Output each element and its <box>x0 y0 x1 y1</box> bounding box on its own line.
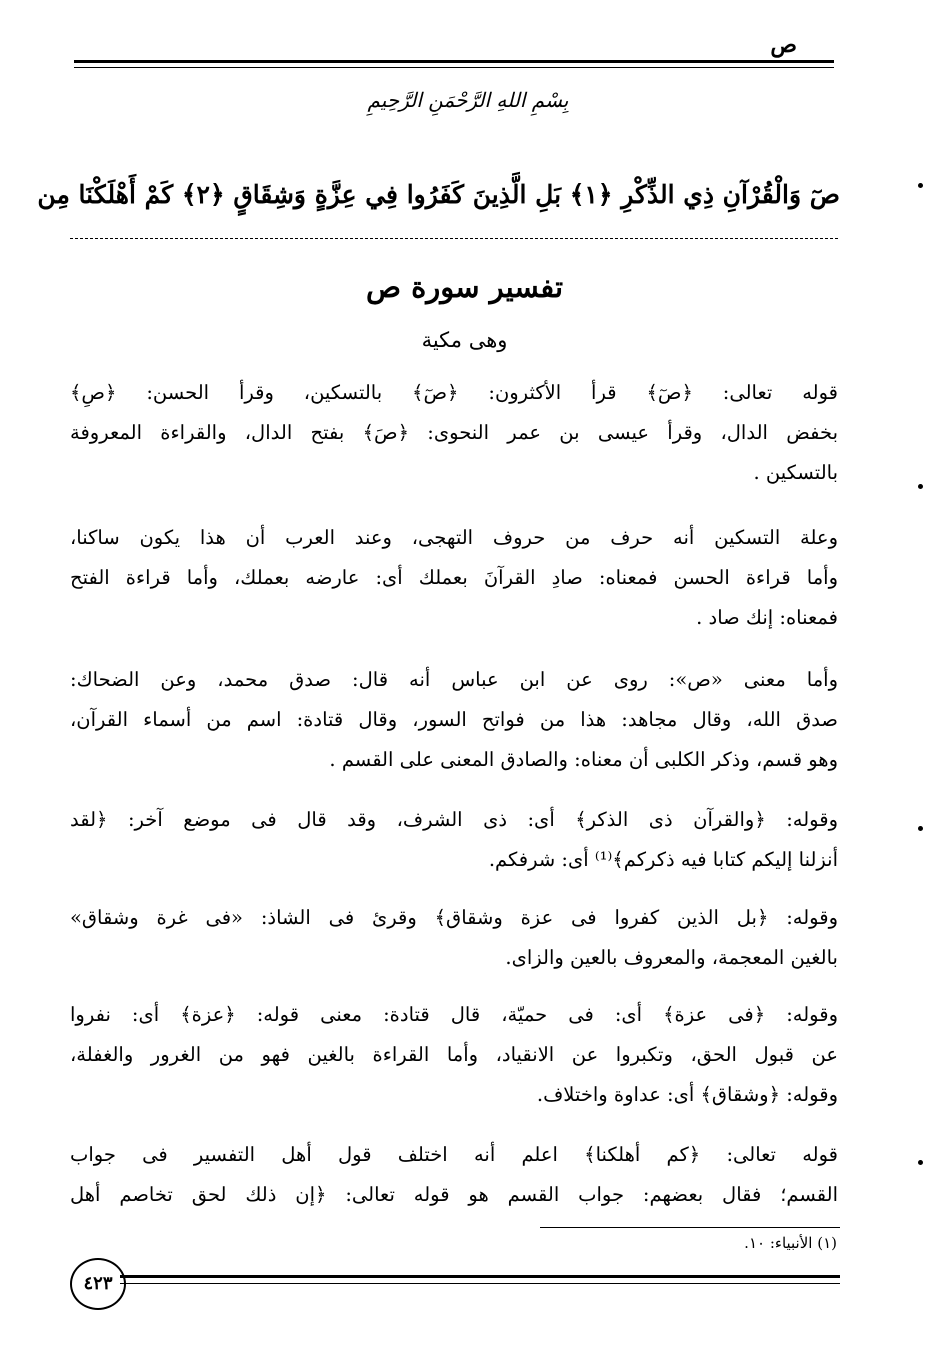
basmala: بِسْمِ اللهِ الرَّحْمَنِ الرَّحِيمِ <box>367 88 569 112</box>
text-line: فمعناه: إنك صاد . <box>696 606 838 629</box>
text-line: بخفض الدال، وقرأ عيسى بن عمر النحوى: ﴿صَ﴾ بفتح الدال، والقراءة المعروفة <box>70 421 838 444</box>
text-line: وأما معنى «ص»: روى عن ابن عباس أنه قال: صدق محمد، وعن الضحاك: <box>70 668 838 691</box>
top-rule-thick <box>74 60 834 63</box>
text-line: بالغين المعجمة، والمعروف بالعين والزاى. <box>505 946 838 969</box>
footnote: (١) الأنبياء: ١٠. <box>744 1234 837 1252</box>
text-line: صدق الله، وقال مجاهد: هذا من فواتح السور، وقال قتادة: اسم من أسماء القرآن، <box>70 708 838 731</box>
bottom-rule-thin <box>120 1283 840 1284</box>
text-line: قوله تعالى: ﴿صٓ﴾ قرأ الأكثرون: ﴿صٓ﴾ بالتسكين، وقرأ الحسن: ﴿صِ﴾ <box>70 381 838 404</box>
bottom-rule-thick <box>120 1275 840 1278</box>
text-line: أنزلنا إليكم كتابا فيه ذكركم﴾⁽¹⁾ أى: شرفكم. <box>488 848 838 871</box>
margin-dot <box>918 1160 923 1165</box>
footnote-divider <box>540 1227 840 1228</box>
text-line: وقوله: ﴿بل الذين كفروا فى عزة وشقاق﴾ وقرئ فى الشاذ: «فى غرة وشقاق» <box>70 906 838 929</box>
surah-subtitle: وهى مكية <box>421 328 508 352</box>
text-line: بالتسكين . <box>753 461 838 484</box>
margin-dot <box>918 826 923 831</box>
text-line: وقوله: ﴿وشقاق﴾ أى: عداوة واختلاف. <box>536 1083 838 1106</box>
paragraph-4 <box>70 800 838 880</box>
surah-title: تفسير سورة ص <box>365 270 564 304</box>
text-line: وعلة التسكين أنه حرف من حروف التهجى، وعند العرب أن هذا يكون ساكنا، <box>70 526 838 549</box>
paragraph-1 <box>70 373 838 493</box>
paragraph-3 <box>70 660 838 780</box>
paragraph-7 <box>70 1135 838 1215</box>
quran-verse: صٓ وَالْقُرْآنِ ذِي الذِّكْرِ ﴿١﴾ بَلِ الَّذِينَ كَفَرُوا فِي عِزَّةٍ وَشِقَاقٍ ﴿٢﴾ كَمْ أَهْلَكْنَا مِن <box>37 180 840 209</box>
text-line: وهو قسم، وذكر الكلبى أن معناه: والصادق المعنى على القسم . <box>329 748 838 771</box>
top-rule-thin <box>74 67 834 68</box>
text-line: عن قبول الحق، وتكبروا عن الانقياد، وأما القراءة بالغين فهو من الغرور والغفلة، <box>70 1043 838 1066</box>
paragraph-6 <box>70 995 838 1115</box>
margin-dot <box>918 484 923 489</box>
running-header-surah: ص <box>770 32 797 58</box>
page-number: ٤٢٣ <box>70 1258 126 1310</box>
text-line: وقوله: ﴿فى عزة﴾ أى: فى حميّة، قال قتادة: معنى قوله: ﴿عزة﴾ أى: نفروا <box>70 1003 838 1026</box>
text-line: قوله تعالى: ﴿كم أهلكنا﴾ اعلم أنه اختلف قول أهل التفسير فى جواب <box>70 1143 838 1166</box>
text-line: القسم؛ فقال بعضهم: جواب القسم هو قوله تعالى: ﴿إن ذلك لحق تخاصم أهل <box>70 1183 838 1206</box>
text-line: وقوله: ﴿والقرآن ذى الذكر﴾ أى: ذى الشرف، وقد قال فى موضع آخر: ﴿لقد <box>70 808 838 831</box>
text-line: وأما قراءة الحسن فمعناه: صادِ القرآنَ بعملك أى: عارضه بعملك، وأما قراءة الفتح <box>70 566 838 589</box>
margin-dot <box>918 183 923 188</box>
verse-divider <box>70 238 838 239</box>
paragraph-5 <box>70 898 838 978</box>
paragraph-2 <box>70 518 838 638</box>
